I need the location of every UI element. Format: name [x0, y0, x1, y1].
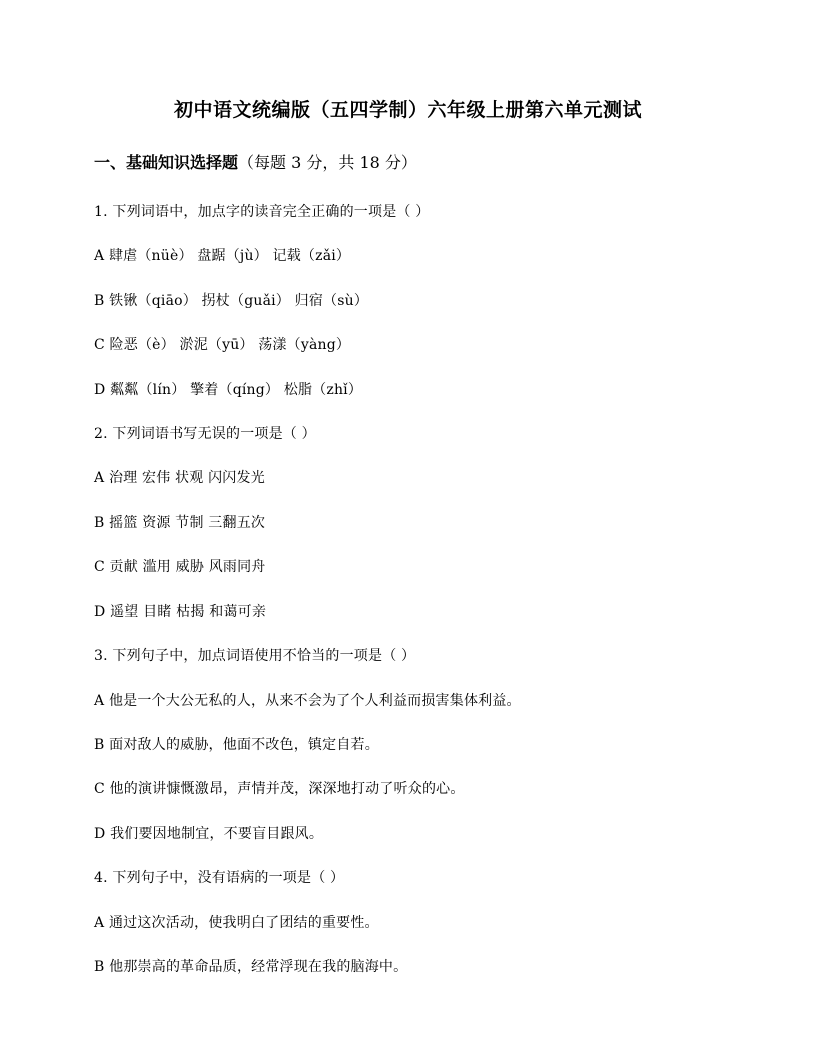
question-1-option-b: B 铁锹（qiāo） 拐杖（guǎi） 归宿（sù）	[94, 293, 369, 309]
question-1-option-d: D 粼粼（lín） 擎着（qíng） 松脂（zhǐ）	[94, 382, 363, 398]
question-4-option-a: A 通过这次活动，使我明白了团结的重要性。	[94, 915, 379, 931]
question-1-stem: 1. 下列词语中，加点字的读音完全正确的一项是（ ）	[94, 204, 430, 220]
section-heading-label: 一、基础知识选择题	[94, 153, 239, 172]
section-heading-note: （每题 3 分，共 18 分）	[238, 153, 417, 172]
question-2-option-c: C 贡献 滥用 威胁 风雨同舟	[94, 559, 266, 575]
question-2-option-b: B 摇篮 资源 节制 三翻五次	[94, 515, 266, 531]
question-2-option-a: A 治理 宏伟 状观 闪闪发光	[94, 470, 265, 486]
question-2-stem: 2. 下列词语书写无误的一项是（ ）	[94, 426, 316, 442]
question-3-option-b: B 面对敌人的威胁，他面不改色，镇定自若。	[94, 737, 379, 753]
question-4-stem: 4. 下列句子中，没有语病的一项是（ ）	[94, 870, 345, 886]
question-1-option-c: C 险恶（è） 淤泥（yū） 荡漾（yàng）	[94, 337, 351, 353]
question-3-option-a: A 他是一个大公无私的人，从来不会为了个人利益而损害集体利益。	[94, 693, 521, 709]
question-3-stem: 3. 下列句子中，加点词语使用不恰当的一项是（ ）	[94, 648, 416, 664]
question-4-option-b: B 他那崇高的革命品质，经常浮现在我的脑海中。	[94, 959, 408, 975]
question-2-option-d: D 遥望 目睹 枯揭 和蔼可亲	[94, 604, 267, 620]
question-3-option-c: C 他的演讲慷慨激昂，声情并茂，深深地打动了听众的心。	[94, 781, 465, 797]
question-1-option-a: A 肆虐（nüè） 盘踞（jù） 记载（zǎi）	[94, 248, 351, 264]
document-title: 初中语文统编版（五四学制）六年级上册第六单元测试	[173, 99, 642, 121]
section-heading	[94, 150, 417, 173]
question-3-option-d: D 我们要因地制宜，不要盲目跟风。	[94, 826, 324, 842]
